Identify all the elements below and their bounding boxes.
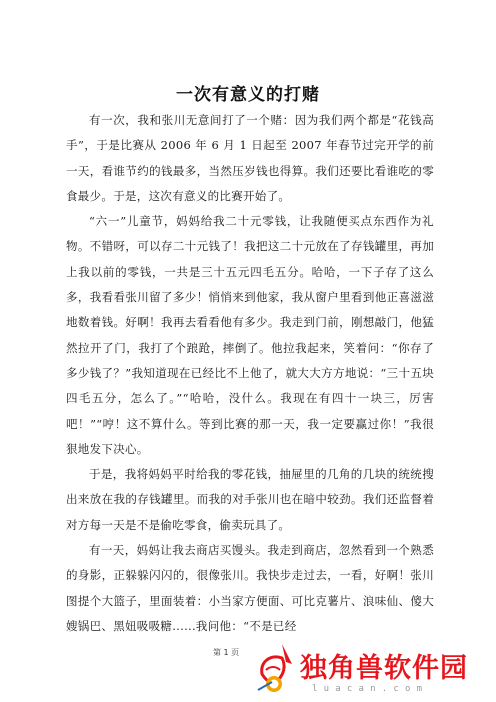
paragraph: “六一”儿童节，妈妈给我二十元零钱，让我随便买点东西作为礼物。不错呀，可以存二十元钱了！我把这二十元放在了存钱罐里，再加上我以前的零钱，一共是三十五元四毛五分。哈哈，一下子存了这么多，我看看张川留了多少！悄悄来到他家，我从窗户里看到他正喜滋滋地数着钱。好啊！我再去看看他有多少。我走到门前，刚想敲门，他猛然拉开了门，我打了个踉跄，摔倒了。他拉我起来，笑着问：“你存了多少钱了？”我知道现在已经比不上他了，就大大方方地说：“三十五块四毛五分，怎么了。”“哈哈，没什么。我现在有四十一块三，厉害吧！”“哼！这不算什么。等到比赛的那一天，我一定要赢过你！”我很狠地发下决心。	[66, 214, 434, 456]
document-body	[66, 108, 434, 639]
paragraph: 于是，我将妈妈平时给我的零花钱，抽屉里的几角的几块的统统搜出来放在我的存钱罐里。而我的对手张川也在暗中较劲。我们还监督着对方每一天是不是偷吃零食，偷卖玩具了。	[66, 467, 434, 532]
watermark	[252, 640, 492, 700]
paragraph: 有一次，我和张川无意间打了一个赌：因为我们两个都是“花钱高手”，于是比赛从 2006 年 6 月 1 日起至 2007 年春节过完开学的前一天，看谁节约的钱最多，当然压岁钱也得算。我们还要比看谁吃的零食最少。于是，这次有意义的比赛开始了。	[66, 113, 434, 203]
page-number: 第 1 页	[213, 648, 240, 657]
watermark-url: luacan.com	[312, 684, 429, 694]
unicorn-logo-icon	[252, 640, 298, 698]
paragraph: 有一天，妈妈让我去商店买馒头。我走到商店，忽然看到一个熟悉的身影，正躲躲闪闪的，很像张川。我快步走过去，一看，好啊！张川图提个大篮子，里面装着：小当家方便面、可比克薯片、浪味仙、傻大嫂锅巴、黑妞吸吸糖......我问他：“不是已经	[66, 543, 434, 633]
document-title: 一次有意义的打赌	[176, 85, 320, 105]
watermark-name: 独角兽软件园	[300, 653, 468, 684]
